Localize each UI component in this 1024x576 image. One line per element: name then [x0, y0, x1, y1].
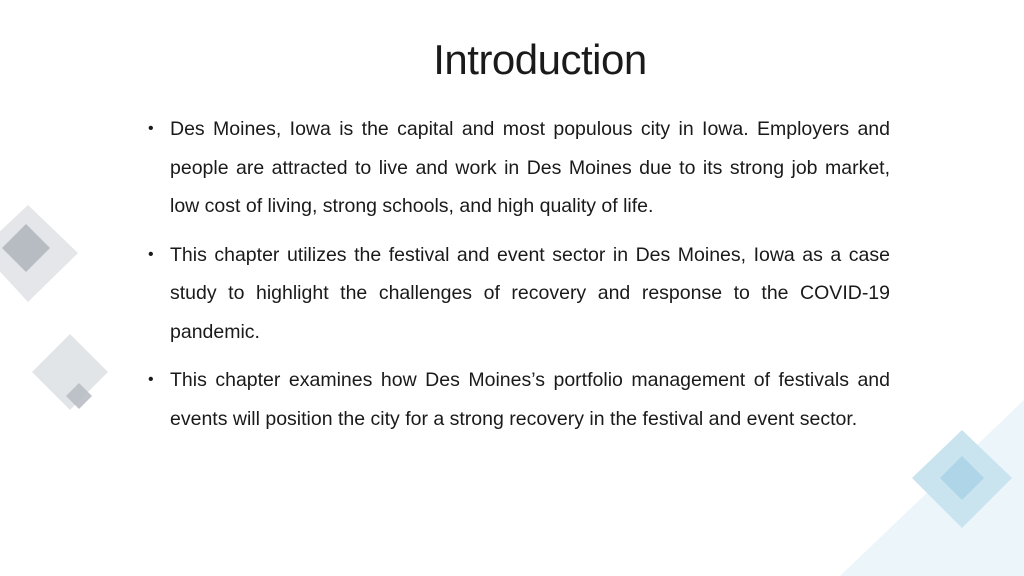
bullet-list [145, 110, 890, 448]
bullet-text: This chapter examines how Des Moines’s portfolio management of festivals and events will position the city for a strong recovery in the festival and event sector. [170, 369, 890, 430]
bullet-item [145, 361, 890, 438]
bullet-item [145, 236, 890, 352]
bullet-text: This chapter utilizes the festival and event sector in Des Moines, Iowa as a case study to highlight the challenges of recovery and response to the COVID-19 pandemic. [170, 243, 890, 343]
bullet-marker: • [148, 371, 154, 388]
bullet-item [145, 110, 890, 226]
slide-title: Introduction [433, 36, 647, 83]
bullet-marker: • [148, 245, 154, 263]
bullet-marker: • [148, 120, 154, 137]
bullet-text: Des Moines, Iowa is the capital and most populous city in Iowa. Employers and people are attracted to live and work in Des Moines due to its strong job market, low cost of living, strong schools, and high quality of life. [170, 118, 890, 217]
